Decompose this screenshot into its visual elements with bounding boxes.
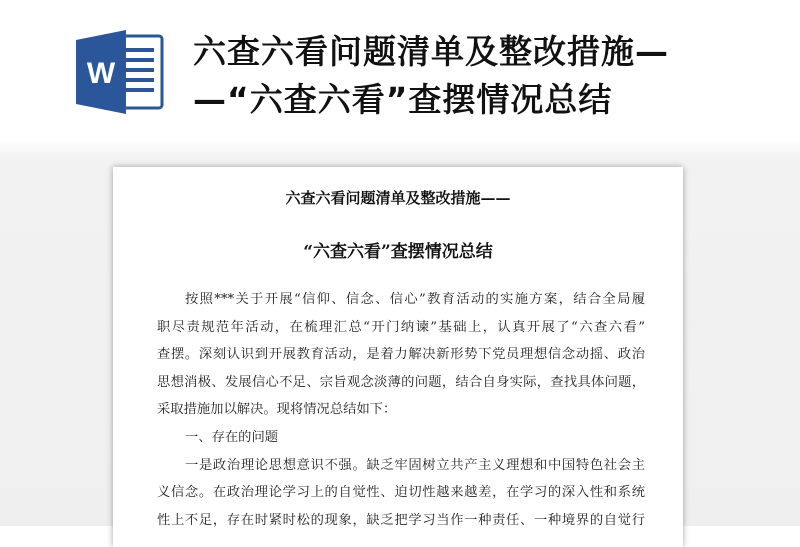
word-document-icon — [76, 30, 164, 114]
document-subtitle: “六查六看”查摆情况总结 — [303, 242, 493, 262]
body-line: 义信念。在政治理论学习上的自觉性、迫切性越来越差，在学习的深入性和系统 — [157, 485, 645, 501]
body-line: 职尽责规范年活动，在梳理汇总“开门纳谏”基础上，认真开展了“六查六看” — [157, 319, 645, 335]
document-page — [113, 167, 683, 547]
section-heading: 一、存在的问题 — [185, 429, 279, 445]
body-line: 性上不足，存在时紧时松的现象，缺乏把学习当作一种责任、一种境界的自觉行 — [157, 512, 645, 528]
header-title — [193, 28, 713, 124]
body-line: 查摆。深刻认识到开展教育活动，是着力解决新形势下党员理想信念动摇、政治 — [157, 347, 645, 363]
body-line: 按照***关于开展“信仰、信念、信心”教育活动的实施方案，结合全局履 — [185, 292, 645, 307]
body-line: 采取措施加以解决。现将情况总结如下： — [157, 402, 397, 418]
body-line: 思想消极、发展信心不足、宗旨观念淡薄的问题，结合自身实际，查找具体问题， — [157, 374, 645, 390]
header-title-line: 六查六看问题清单及整改措施— — [193, 32, 669, 71]
document-title: 六查六看问题清单及整改措施—— — [285, 189, 511, 207]
word-letter: W — [86, 57, 116, 90]
header-title-line: —“六查六看”查摆情况总结 — [193, 80, 613, 119]
document-body — [157, 286, 645, 534]
body-line: 一是政治理论思想意识不强。缺乏牢固树立共产主义理想和中国特色社会主 — [185, 457, 645, 473]
